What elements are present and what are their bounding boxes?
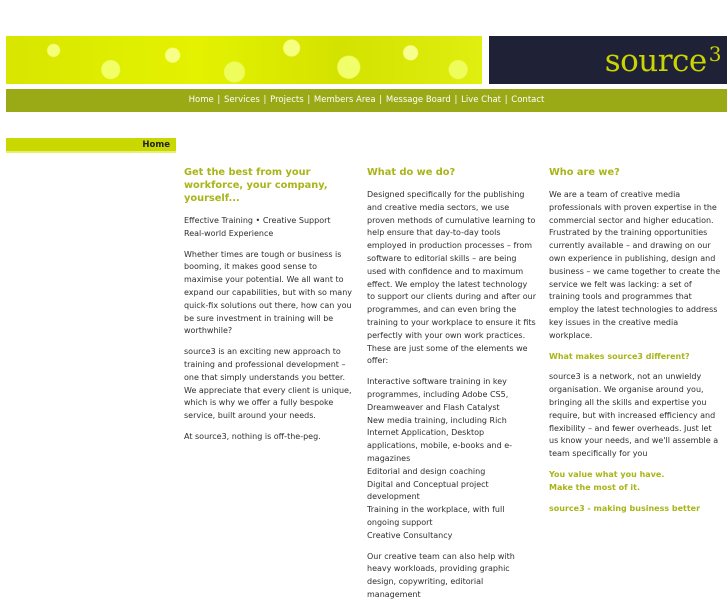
nav-separator: | (307, 95, 311, 105)
list-item: New media training, including Rich Internet Application, Desktop applications, mobile, e-books and e-magazines (367, 415, 513, 463)
who-column (549, 166, 722, 523)
nav-members-area[interactable]: Members Area (313, 95, 376, 105)
nav-separator: | (379, 95, 383, 105)
intro-paragraph-2: source3 is an exciting new approach to training and professional development – one that simply understands you better. We appreciate that every client is unique, which is why we offer a fully bespoke service, built around your needs. (184, 347, 352, 421)
nav-live-chat[interactable]: Live Chat (461, 95, 502, 105)
list-item: Digital and Conceptual project development (367, 479, 489, 502)
services-list (367, 376, 537, 542)
what-paragraph-2: Our creative team can also help with heavy workloads, providing graphic design, copywriting, editorial management (367, 551, 515, 599)
list-item: Editorial and design coaching (367, 466, 486, 476)
nav-projects[interactable]: Projects (270, 95, 304, 105)
value-line-1: You value what you have. (549, 469, 665, 479)
intro-paragraph-1: Whether times are tough or business is booming, it makes good sense to maximise your potential. We all want to expand our capabilities, but with so many quick-fix solutions out there, how can you be sure investment in training will be worthwhile? (184, 249, 352, 336)
what-paragraph-1: Designed specifically for the publishing and creative media sectors, we use proven methods of cumulative learning to help ensure that day-to-day tools employed in production processes – from software to editorial skills – are being used with confidence and to maximum effect. We employ the latest technology to support our clients during and after our programmes, and can even bring the training to your workplace to ensure it fits perfectly with your own work practices. These are just some of the elements we offer: (367, 190, 536, 366)
intro-tagline (184, 215, 354, 241)
logo-text: source (604, 43, 707, 79)
who-paragraph-2: source3 is a network, not an unwieldy organisation. We organise around you, bringing all the skills and expertise you require, but with increased efficiency and flexibility – and fewer overheads. Just let us know your needs, and we'll assemble a team specifically for you (549, 372, 719, 459)
value-line-2: Make the most of it. (549, 482, 640, 492)
nav-contact[interactable]: Contact (511, 95, 545, 105)
different-subheading: What makes source3 different? (549, 351, 690, 361)
header-banner-bubbles (6, 36, 482, 84)
value-statement (549, 469, 722, 495)
intro-column (184, 166, 354, 452)
who-paragraph-1: We are a team of creative media professionals with proven expertise in the commercial sector and higher education. Frustrated by the training opportunities currently available – and drawing on our own experience in publishing, design and business – we came together to create the service we felt was lacking: a set of training tools and programmes that employ the latest technologies to address key issues in the creative media workplace. (549, 190, 721, 340)
what-column (367, 166, 537, 610)
nav-separator: | (504, 95, 508, 105)
nav-home[interactable]: Home (188, 95, 214, 105)
nav-separator: | (217, 95, 221, 105)
main-nav (6, 89, 727, 112)
intro-paragraph-3: At source3, nothing is off-the-peg. (184, 431, 321, 441)
tagline-line-1: Effective Training • Creative Support (184, 216, 331, 225)
slogan: source3 - making business better (549, 503, 701, 513)
who-heading: Who are we? (549, 167, 620, 178)
list-item: Training in the workplace, with full ongoing support (367, 505, 505, 527)
intro-heading: Get the best from your workforce, your company, yourself... (184, 167, 328, 204)
nav-separator: | (454, 95, 458, 105)
list-item: Interactive software training in key programmes, including Adobe CS5, Dreamweaver and Flash Catalyst (367, 377, 509, 412)
nav-separator: | (263, 95, 267, 105)
list-item: Creative Consultancy (367, 530, 453, 540)
nav-message-board[interactable]: Message Board (385, 95, 451, 105)
logo-superscript: 3 (708, 42, 721, 66)
header-logo-panel (489, 36, 727, 84)
logo[interactable] (605, 42, 721, 79)
nav-services[interactable]: Services (224, 95, 260, 105)
tagline-line-2: Real-world Experience (184, 228, 274, 238)
sidebar-item-home[interactable]: Home (6, 138, 176, 153)
what-heading: What do we do? (367, 167, 456, 178)
